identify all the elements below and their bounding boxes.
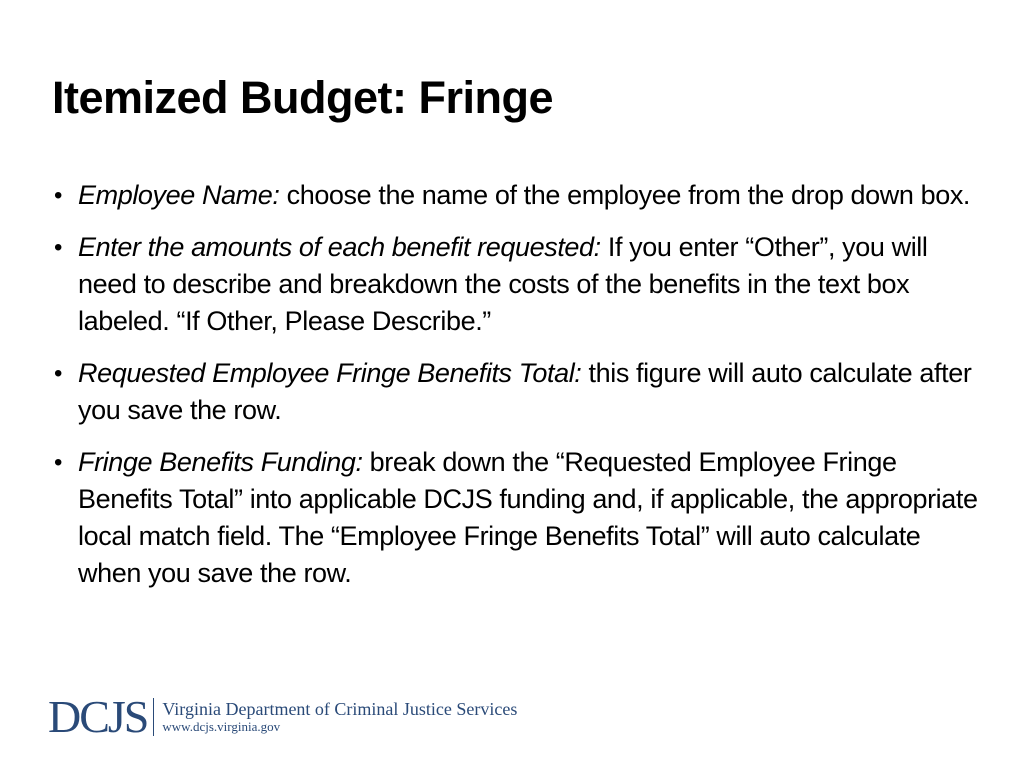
- bullet-text: If you enter “Other”, you will need to describe and breakdown the costs of the benefits in the text box labeled. “If Other, Please Describe.”: [78, 232, 928, 336]
- bullet-dot-icon: •: [54, 360, 63, 387]
- org-name: Virginia Department of Criminal Justice Services: [162, 699, 518, 719]
- logo-divider: [153, 698, 154, 736]
- bullet-list: [52, 177, 982, 607]
- bullet-text: break down the “Requested Employee Fringe Benefits Total” into applicable DCJS funding and, if applicable, the appropriate local match field. The “Employee Fringe Benefits Total” will auto calculate when you save the row.: [78, 447, 978, 588]
- bullet-term: Fringe Benefits Funding:: [78, 447, 363, 477]
- bullet-term: Enter the amounts of each benefit requested:: [78, 232, 601, 262]
- bullet-text: this figure will auto calculate after you save the row.: [78, 358, 972, 425]
- org-url: www.dcjs.virginia.gov: [162, 719, 281, 734]
- bullet-term: Requested Employee Fringe Benefits Total:: [78, 358, 582, 388]
- bullet-item-fringe-total: [52, 355, 982, 429]
- bullet-dot-icon: •: [54, 182, 63, 209]
- bullet-item-fringe-funding: [52, 444, 982, 592]
- bullet-term: Employee Name:: [78, 180, 280, 210]
- slide-title: Itemized Budget: Fringe: [52, 72, 554, 123]
- bullet-item-employee-name: [52, 177, 982, 214]
- bullet-text: choose the name of the employee from the drop down box.: [279, 180, 971, 210]
- bullet-item-benefit-amounts: [52, 229, 982, 340]
- dcjs-footer-logo: [48, 693, 517, 741]
- bullet-dot-icon: •: [54, 449, 63, 476]
- dcjs-logo-mark: DCJS: [48, 691, 148, 742]
- bullet-dot-icon: •: [54, 234, 63, 261]
- logo-text-block: [162, 699, 517, 735]
